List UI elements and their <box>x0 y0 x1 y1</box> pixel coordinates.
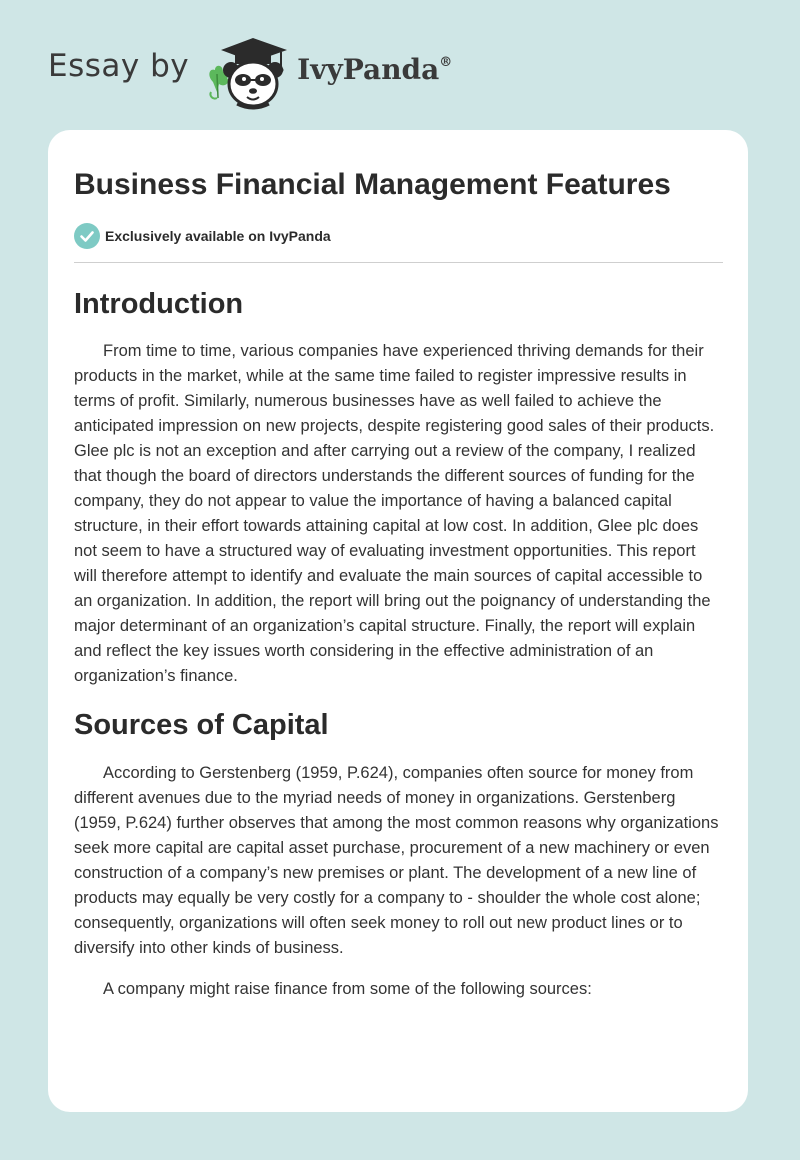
site-header <box>48 30 452 112</box>
check-circle-icon <box>74 223 100 249</box>
brand-text: IvyPanda <box>297 52 440 86</box>
exclusive-badge <box>74 223 722 249</box>
registered-mark: ® <box>439 54 453 70</box>
essay-by-label: Essay by <box>48 48 190 84</box>
section-heading-sources-of-capital: Sources of Capital <box>74 709 329 741</box>
paragraph: A company might raise finance from some of the following sources: <box>103 980 592 998</box>
paragraph: From time to time, various companies have experienced thriving demands for their products in the market, while at the same time failed to register impressive results in terms of profit. Similarly, numerous businesses have as well failed to achieve the anticipated impression on new projects, despite registering good sales of their products. Glee plc is not an exception and after carrying out a review of the company, I realized that though the board of directors understands the different sources of funding for the company, they do not appear to value the importance of having a balanced capital structure, in their effort towards attaining capital at low cost. In addition, Glee plc does not seem to have a structured way of evaluating investment opportunities. This report will therefore attempt to identify and evaluate the main sources of capital accessible to an organization. In addition, the report will bring out the poignancy of understanding the major determinant of an organization’s capital structure. Finally, the report will explain and reflect the key issues worth considering in the effective administration of an organization’s finance. <box>74 342 715 685</box>
essay-title: Business Financial Management Features <box>74 168 671 201</box>
title-divider <box>74 262 723 263</box>
brand-name[interactable] <box>297 53 452 86</box>
section-heading-introduction: Introduction <box>74 288 244 320</box>
exclusive-label: Exclusively available on IvyPanda <box>105 228 331 244</box>
paragraph: According to Gerstenberg (1959, P.624), companies often source for money from different avenues due to the myriad needs of money in organizations. Gerstenberg (1959, P.624) further observes that among the most common reasons why organizations seek more capital are capital asset purchase, procurement of a new machinery or even construction of a company’s new premises or plant. The development of a new line of products may equally be very costly for a company to - shoulder the whole cost alone; consequently, organizations will often seek money to roll out new product lines or to diversify into other kinds of business. <box>74 764 719 957</box>
ivypanda-logo-icon[interactable] <box>203 30 293 112</box>
essay-card <box>48 130 748 1112</box>
